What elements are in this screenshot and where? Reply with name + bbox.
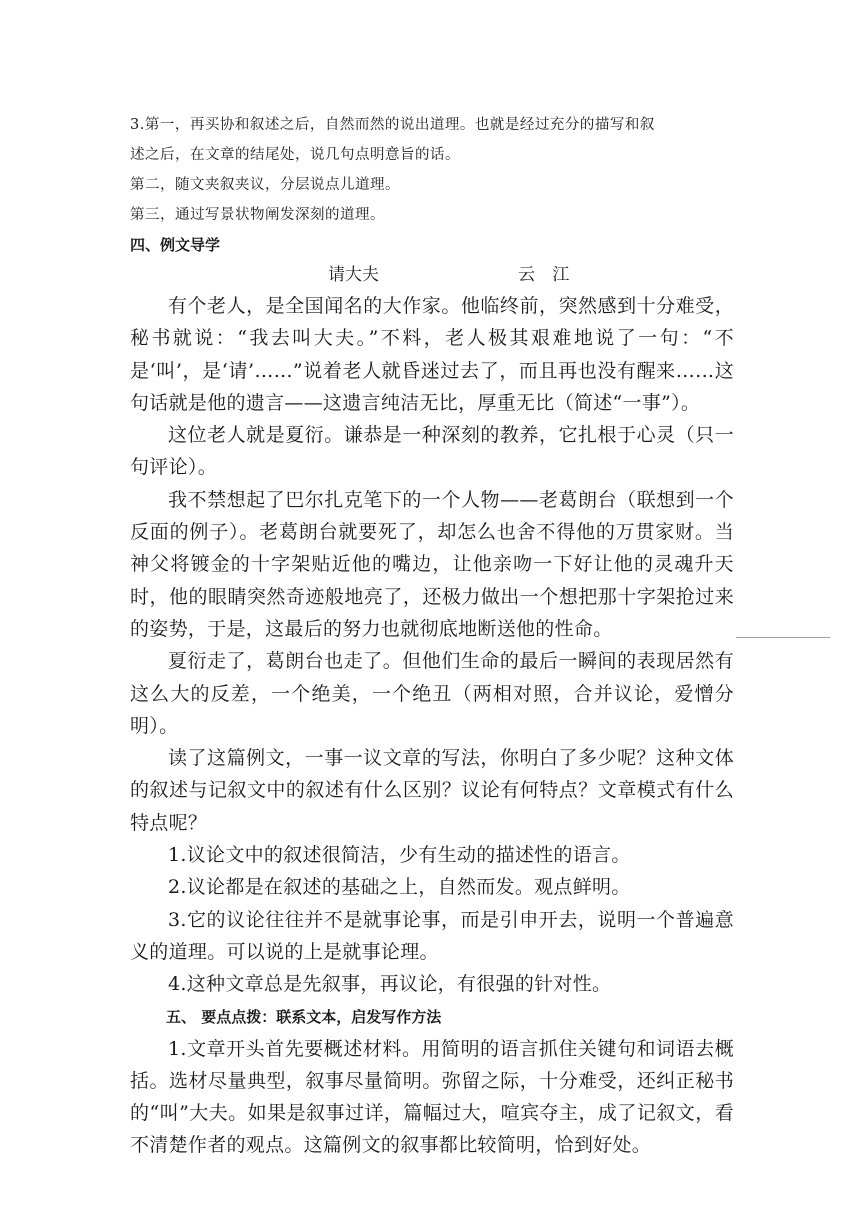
article-author: 云 江 [518, 265, 576, 285]
list-item: 1.议论文中的叙述很简洁，少有生动的描述性的语言。 [168, 844, 631, 867]
intro-line: 第二，随文夹叙夹议，分层说点儿道理。 [130, 177, 400, 193]
document-page [130, 110, 734, 1162]
article-paragraph: 这位老人就是夏衍。谦恭是一种深刻的教养，它扎根于心灵（只一句评论）。 [130, 424, 734, 479]
list-item: 2.议论都是在叙述的基础之上，自然而发。观点鲜明。 [168, 876, 631, 899]
list-item: 4.这种文章总是先叙事，再议论，有很强的针对性。 [168, 973, 612, 996]
section-4-heading: 四、例文导学 [130, 236, 221, 254]
intro-line: 述之后，在文章的结尾处，说几句点明意旨的话。 [130, 147, 460, 163]
section-5-paragraph: 1.文章开头首先要概述材料。用简明的语言抓住关键句和词语去概括。选材尽量典型，叙事尽量简明。弥留之际，十分难受，还纠正秘书的“叫”大夫。如果是叙事过详，篇幅过大，喧宾夺主，成了记叙文，看不清楚作者的观点。这篇例文的叙事都比较简明，恰到好处。 [130, 1037, 734, 1157]
section-5-heading: 五、 要点点拨：联系文本，启发写作方法 [166, 1007, 442, 1026]
article-title-row [130, 260, 734, 290]
intro-line: 3.第一，再买协和叙述之后，自然而然的说出道理。也就是经过充分的描写和叙 [130, 117, 655, 133]
article-paragraph: 有个老人，是全国闻名的大作家。他临终前，突然感到十分难受，秘书就说：“我去叫大夫。”不料，老人极其艰难地说了一句：“不是‘叫’，是‘请’……”说着老人就昏迷过去了，而且再也没有醒来……这句话就是他的遗言——这遗言纯洁无比，厚重无比（简述“一事”）。 [130, 295, 734, 414]
list-item: 3.它的议论往往并不是就事论事，而是引申开去，说明一个普遍意义的道理。可以说的上是就事论理。 [130, 908, 734, 963]
article-paragraph: 夏衍走了，葛朗台也走了。但他们生命的最后一瞬间的表现居然有这么大的反差，一个绝美，一个绝丑（两相对照，合并议论，爱憎分明）。 [130, 650, 734, 737]
margin-annotation-line [736, 637, 830, 638]
article-paragraph: 读了这篇例文，一事一议文章的写法，你明白了多少呢？这种文体的叙述与记叙文中的叙述有什么区别？议论有何特点？文章模式有什么特点呢？ [130, 747, 734, 834]
intro-line: 第三，通过写景状物阐发深刻的道理。 [130, 207, 385, 223]
article-title: 请大夫 [328, 265, 379, 285]
article-paragraph: 我不禁想起了巴尔扎克笔下的一个人物——老葛朗台（联想到一个反面的例子）。老葛朗台就要死了，却怎么也舍不得他的万贯家财。当神父将镀金的十字架贴近他的嘴边，让他亲吻一下好让他的灵魂升天时，他的眼睛突然奇迹般地亮了，还极力做出一个想把那十字架抢过来的姿势，于是，这最后的努力也就彻底地断送他的性命。 [130, 488, 734, 640]
